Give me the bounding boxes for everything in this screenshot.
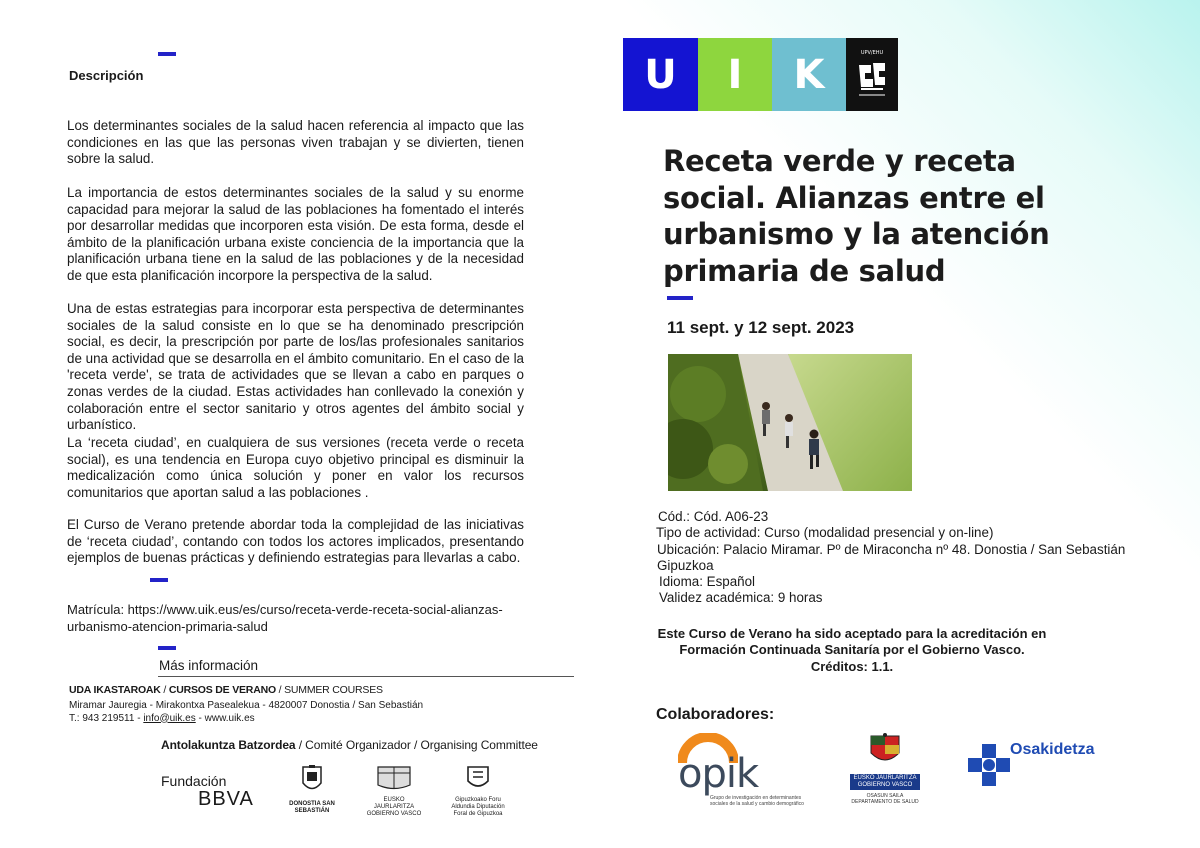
eusko-jaurlaritza-logo [850, 733, 920, 805]
opik-word: opik [678, 751, 759, 797]
academic-validity: Validez académica: 9 horas [659, 590, 823, 606]
separator: / [160, 684, 169, 696]
committee-line [161, 738, 538, 752]
committee-basque: Antolakuntza Batzordea [161, 738, 296, 752]
gobierno-vasco-crest [364, 765, 424, 818]
gobierno-vasco-label: EUSKO JAURLARITZA GOBIERNO VASCO [366, 797, 422, 817]
description-paragraph: Una de estas estrategias para incorporar esta perspectiva de determinantes sociales de la salud consiste en lo que se ha denominado prescripción social, es decir, la prescripción por parte de los/las profesionales sanitarios de una actividad que se desarrolla en el ámbito comunitario. En el caso de la 'receta verde', se trata de actividades que se llevan a cabo en parques o zonas verdes de la ciudad. Estas actividades han conllevado la conexión y colaboración entre el sector sanitario y otros agentes del ámbito social y urbanístico. [67, 301, 524, 433]
accreditation-credits: Créditos: 1.1. [810, 658, 894, 674]
course-title: Receta verde y receta social. Alianzas entre el urbanismo y la atención primaria de salud [663, 144, 1050, 288]
uik-logo [623, 38, 898, 111]
divider [158, 676, 574, 677]
organization-line [69, 684, 383, 696]
donostia-label: DONOSTIA SAN SEBASTIÁN [289, 801, 335, 814]
org-name-basque: UDA IKASTAROAK [69, 684, 161, 696]
course-info [656, 509, 1126, 607]
bbva-name [161, 790, 254, 808]
opik-subtitle: Grupo de investigación en determinantes sociales de la salud y cambio demográfico [710, 795, 804, 807]
upv-ehu-tag: UPV/EHU [860, 50, 884, 56]
gobierno-vasco-emblem-icon [374, 765, 414, 791]
osakidetza-name: Osakidetza [1010, 741, 1095, 758]
more-info-heading: Más información [159, 658, 259, 673]
basque-government-shield-icon [868, 733, 902, 767]
separator: / [275, 684, 285, 696]
upv-ehu-logo [846, 38, 898, 111]
email-link[interactable]: info@uik.es [143, 712, 196, 724]
contact-line [69, 713, 423, 726]
diputacion-label: Gipuzkoako Foru Aldundia Diputación Foral de Gipuzkoa [451, 797, 505, 817]
collaborators-heading: Colaboradores: [656, 706, 775, 723]
upv-ehu-emblem-icon [855, 59, 889, 99]
diputacion-shield-icon [466, 765, 490, 791]
uik-letter-u: U [623, 38, 698, 111]
course-code: Cód.: Cód. A06-23 [658, 509, 769, 524]
accreditation-line: Este Curso de Verano ha sido aceptado para la acreditación en [657, 626, 1047, 641]
location: Ubicación: Palacio Miramar. Pº de Miraconcha nº 48. Donostia / San Sebastián [657, 541, 1126, 557]
province: Gipuzkoa [657, 557, 714, 573]
accent-dash [667, 296, 693, 300]
language: Idioma: Español [659, 574, 756, 590]
osakidetza-logo [966, 740, 1106, 790]
accreditation-note [640, 626, 1064, 675]
donostia-shield-icon [301, 765, 323, 795]
description-paragraph: La ‘receta ciudad’, en cualquiera de sus versiones (receta verde o receta social), es una tendencia en Europa cuyo objetivo principal es disminuir la medicalización como única solución y poner en valor los recursos comunitarios que aportan salud a las poblaciones . [67, 435, 524, 500]
description-paragraph: Los determinantes sociales de la salud hacen referencia al impacto que las condiciones en las que las personas viven trabajan y se divierten, tienen sobre la salud. [67, 118, 524, 167]
eusko-jaurlaritza-bar: EUSKO JAURLARITZA GOBIERNO VASCO [850, 774, 920, 790]
org-name-english: SUMMER COURSES [284, 684, 383, 696]
web-link[interactable]: - www.uik.es [198, 712, 255, 724]
osasun-saila-label: OSASUN SAILA DEPARTAMENTO DE SALUD [851, 793, 919, 805]
accent-dash [150, 578, 168, 582]
accreditation-line: Formación Continuada Sanitaría por el Gobierno Vasco. [679, 642, 1025, 658]
uik-letter-k: K [772, 38, 846, 111]
uik-letter-i: I [698, 38, 772, 111]
bbva-fundacion: Fundación [161, 773, 227, 789]
accent-dash [158, 646, 176, 650]
description-paragraph: La importancia de estos determinantes sociales de la salud y su enorme capacidad para mejorar la salud de las poblaciones ha fomentado el interés por desarrollar medidas que incorporen esta visión. De esta forma, desde el ámbito de la planificación urbana existe conciencia de la importancia que la planificación urbana tiene en la salud de las poblaciones y de la necesidad de que esta planificación incorpore la perspectiva de la salud. [67, 185, 524, 283]
bbva-text: BBVA [198, 788, 254, 810]
address-line: Miramar Jauregia - Mirakontxa Pasealekua - 4820007 Donostia / San Sebastián [69, 700, 424, 711]
park-runners-photo [668, 354, 912, 491]
description-heading: Descripción [69, 68, 144, 83]
donostia-crest [282, 765, 342, 815]
activity-type: Tipo de actividad: Curso (modalidad presencial y on-line) [656, 525, 994, 541]
registration-link[interactable]: Matrícula: https://www.uik.eus/es/curso/receta-verde-receta-social-alianzas-urbanismo-atencion-primaria-salud [67, 602, 503, 634]
org-name-spanish: CURSOS DE VERANO [168, 684, 276, 696]
diputacion-crest [448, 765, 508, 818]
committee-rest: / Comité Organizador / Organising Committee [295, 738, 538, 752]
accent-dash [158, 52, 176, 56]
contact-address [69, 700, 423, 725]
phone: T.: 943 219511 - [69, 712, 141, 724]
bbva-logo [161, 772, 254, 808]
course-dates: 11 sept. y 12 sept. 2023 [667, 318, 855, 337]
osakidetza-cross-icon [966, 742, 1012, 788]
description-paragraph: El Curso de Verano pretende abordar toda la complejidad de las iniciativas de ‘receta ciudad’, contando con todos los actores implicados, presentando ejemplos de buenas prácticas y definiendo estrategias para llevarlas a cabo. [67, 517, 524, 566]
